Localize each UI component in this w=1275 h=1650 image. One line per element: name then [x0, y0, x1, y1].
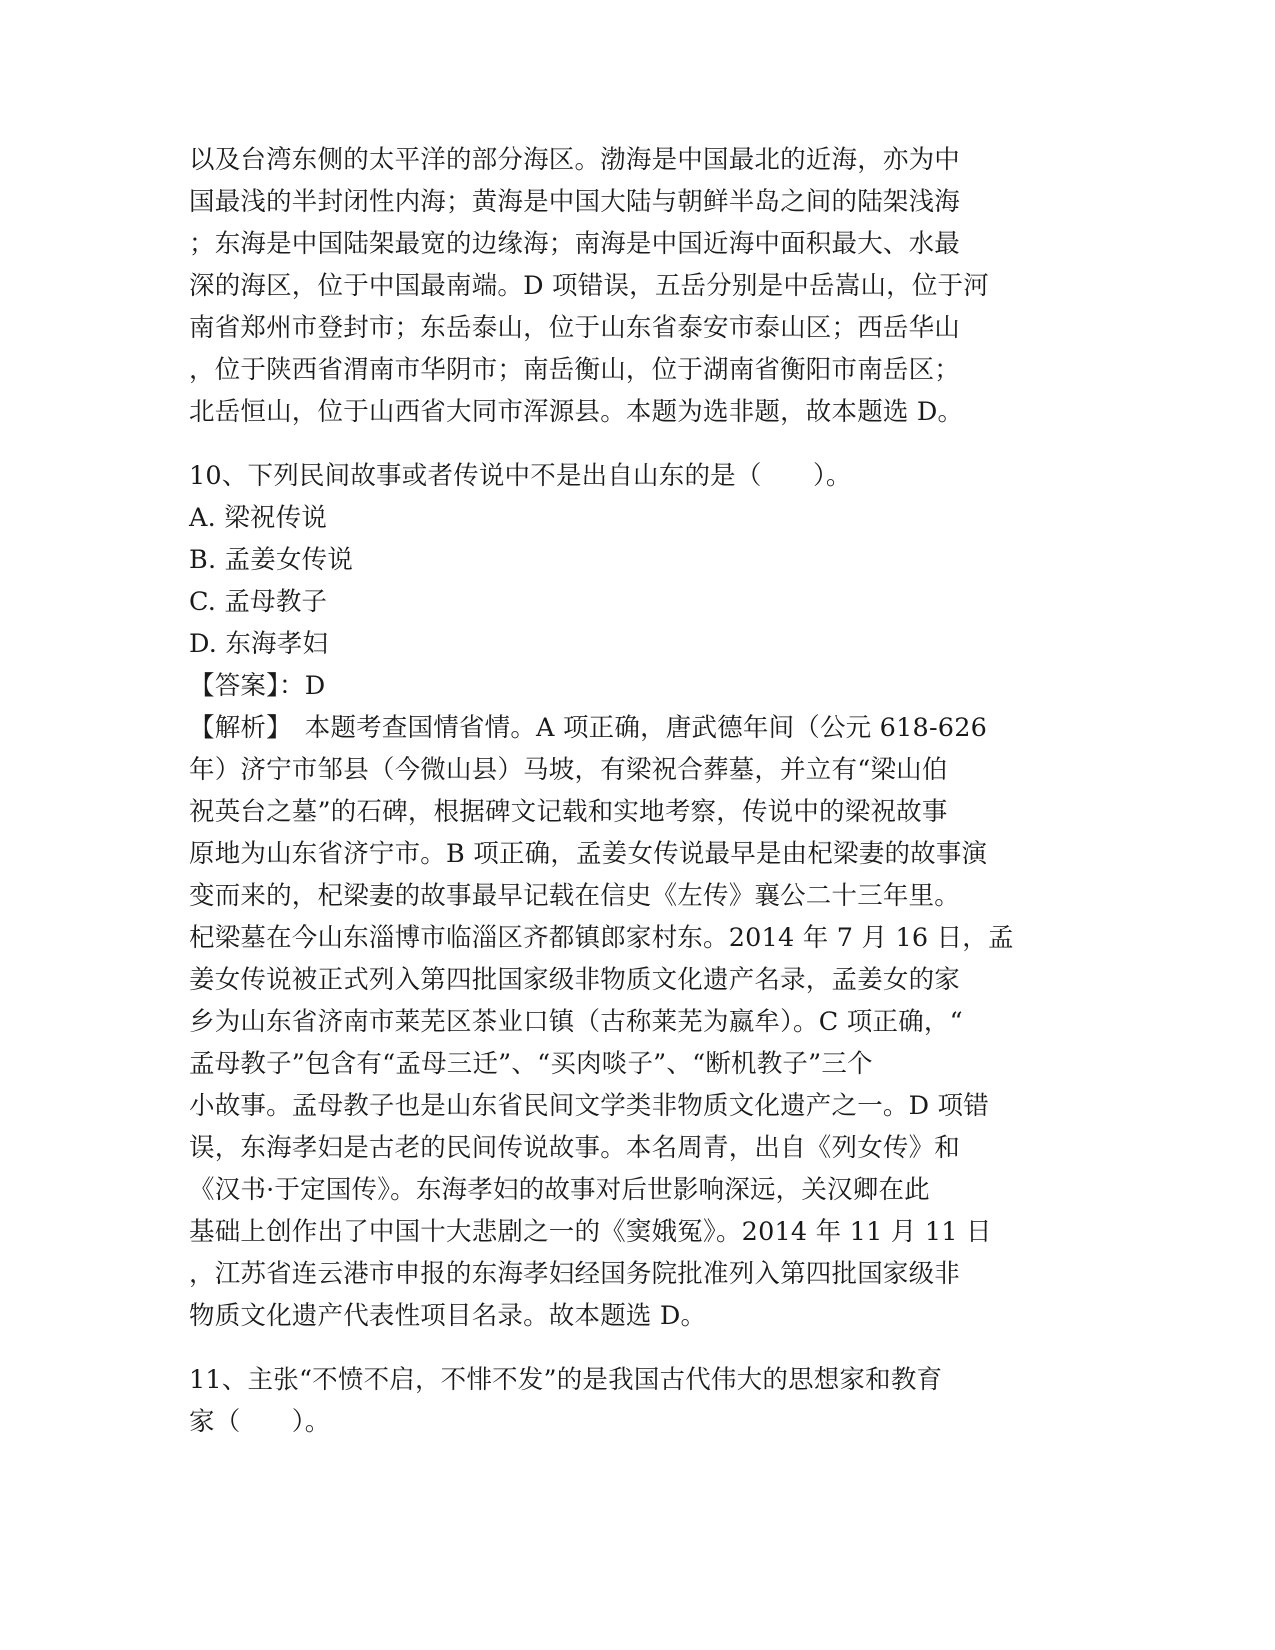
- q9-explanation-line: ；东海是中国陆架最宽的边缘海；南海是中国近海中面积最大、水最: [189, 229, 961, 259]
- q9-explanation-line: 北岳恒山，位于山西省大同市浑源县。本题为选非题，故本题选 D。: [189, 397, 964, 427]
- question-11-stem: 11、主张“不愤不启，不悱不发”的是我国古代伟大的思想家和教育: [189, 1365, 943, 1395]
- question-10-option-b: B. 孟姜女传说: [189, 545, 354, 575]
- question-10-explanation-line: 变而来的，杞梁妻的故事最早记载在信史《左传》襄公二十三年里。: [189, 881, 961, 911]
- question-10-explanation-line: 物质文化遗产代表性项目名录。故本题选 D。: [189, 1301, 707, 1331]
- question-10-option-c: C. 孟母教子: [189, 587, 328, 617]
- question-10-explanation-line: 年）济宁市邹县（今微山县）马坡，有梁祝合葬墓，并立有“梁山伯: [189, 755, 948, 785]
- q9-explanation-line: 南省郑州市登封市；东岳泰山，位于山东省泰安市泰山区；西岳华山: [189, 313, 961, 343]
- question-10-explanation-line: 原地为山东省济宁市。B 项正确，孟姜女传说最早是由杞梁妻的故事演: [189, 839, 988, 869]
- question-10-explanation-line: 姜女传说被正式列入第四批国家级非物质文化遗产名录，孟姜女的家: [189, 965, 961, 995]
- q9-explanation-line: ，位于陕西省渭南市华阴市；南岳衡山，位于湖南省衡阳市南岳区；: [189, 355, 961, 385]
- q9-explanation-line: 以及台湾东侧的太平洋的部分海区。渤海是中国最北的近海，亦为中: [189, 145, 961, 175]
- question-10-explanation-line: 祝英台之墓”的石碑，根据碑文记载和实地考察，传说中的梁祝故事: [189, 797, 948, 827]
- question-11-stem: 家（ ）。: [189, 1407, 331, 1437]
- question-10-explanation-line: 【解析】 本题考查国情省情。A 项正确，唐武德年间（公元 618-626: [189, 713, 988, 743]
- question-10-explanation-line: 误，东海孝妇是古老的民间传说故事。本名周青，出自《列女传》和: [189, 1133, 961, 1163]
- question-10-explanation-line: ，江苏省连云港市申报的东海孝妇经国务院批准列入第四批国家级非: [189, 1259, 961, 1289]
- question-10-explanation-line: 小故事。孟母教子也是山东省民间文学类非物质文化遗产之一。D 项错: [189, 1091, 989, 1121]
- question-10-answer: 【答案】：D: [189, 671, 326, 701]
- question-10-option-a: A. 梁祝传说: [189, 503, 328, 533]
- question-10-option-d: D. 东海孝妇: [189, 629, 329, 659]
- question-10-explanation-line: 基础上创作出了中国十大悲剧之一的《窦娥冤》。2014 年 11 月 11 日: [189, 1217, 992, 1247]
- question-10-explanation-line: 《汉书·于定国传》。东海孝妇的故事对后世影响深远，关汉卿在此: [189, 1175, 930, 1205]
- question-10-explanation-line: 杞梁墓在今山东淄博市临淄区齐都镇郎家村东。2014 年 7 月 16 日，孟: [189, 923, 1014, 953]
- q9-explanation-line: 深的海区，位于中国最南端。D 项错误，五岳分别是中岳嵩山，位于河: [189, 271, 989, 301]
- question-10-explanation-line: 乡为山东省济南市莱芜区茶业口镇（古称莱芜为嬴牟）。C 项正确，“: [189, 1007, 963, 1037]
- q9-explanation-line: 国最浅的半封闭性内海；黄海是中国大陆与朝鲜半岛之间的陆架浅海: [189, 187, 961, 217]
- question-10-stem: 10、下列民间故事或者传说中不是出自山东的是（ ）。: [189, 461, 852, 491]
- question-10-explanation-line: 孟母教子”包含有“孟母三迁”、“买肉啖子”、“断机教子”三个: [189, 1049, 873, 1079]
